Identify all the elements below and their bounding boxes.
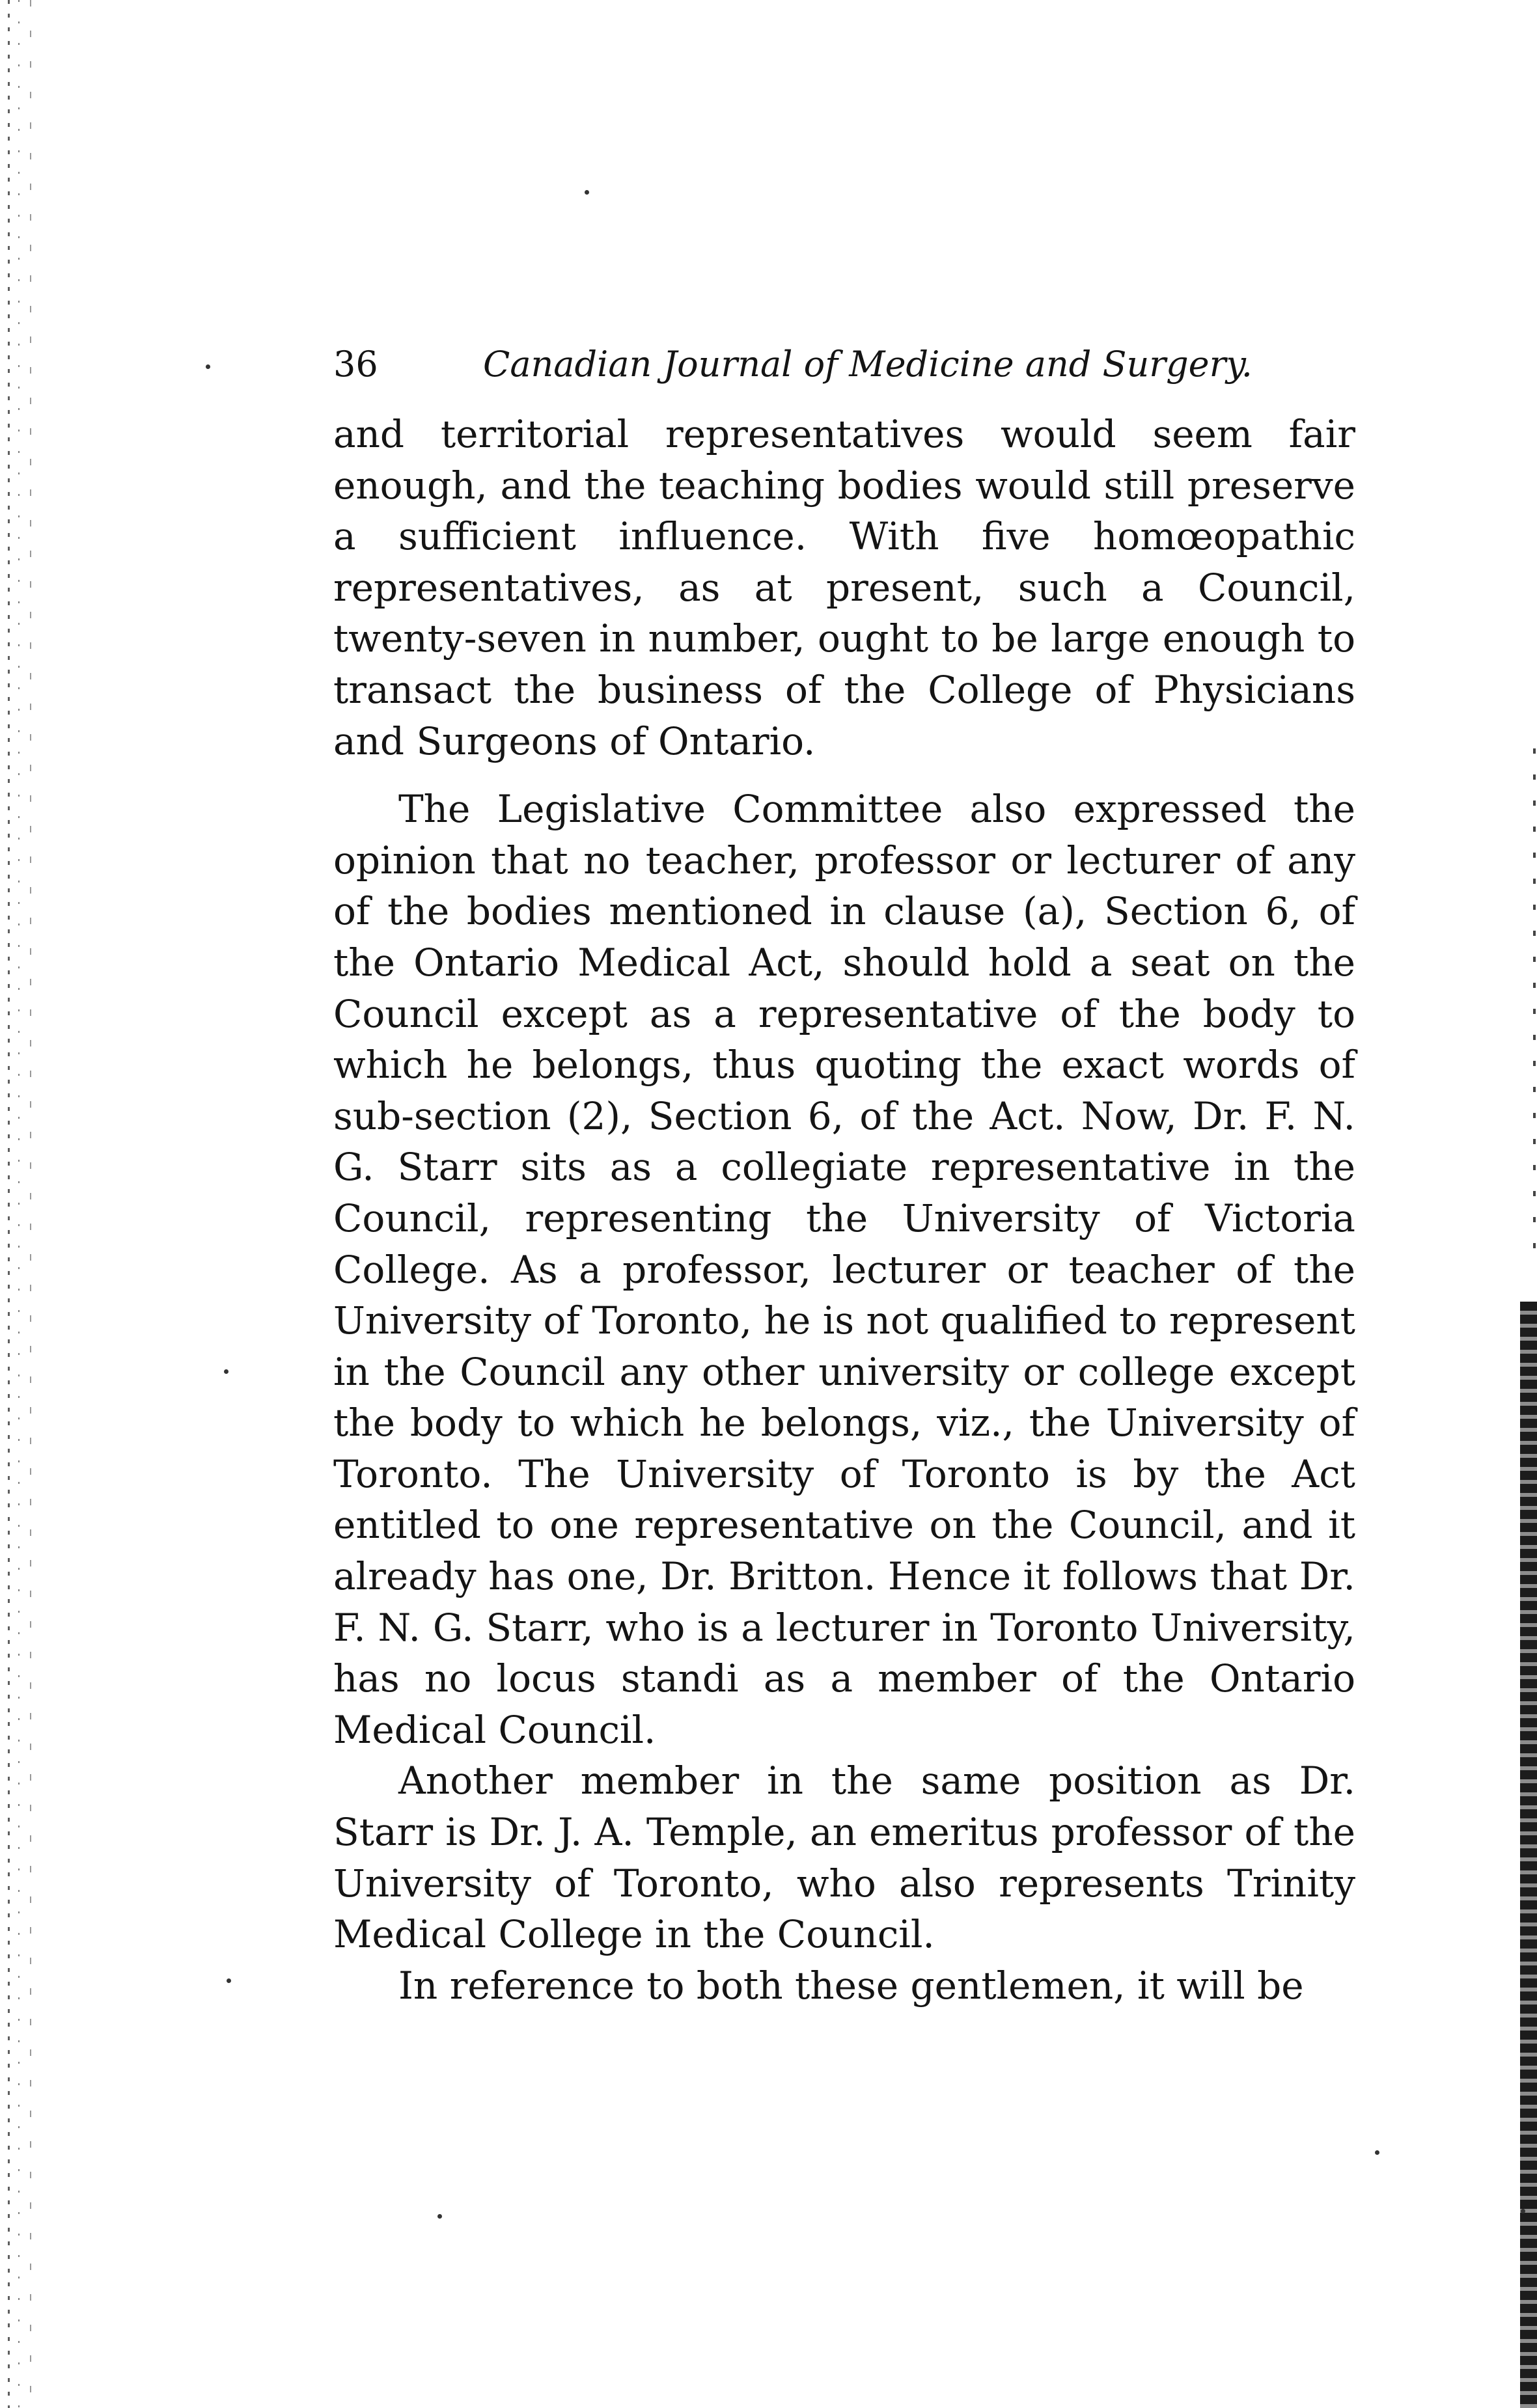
running-head: Canadian Journal of Medicine and Surgery. (483, 344, 1253, 385)
paragraph-1: and territorial representatives would seem fair enough, and the teaching bodies would still preserve a sufficient influence. With five homœopathic representatives, as at present, such a Council, twenty-seven in number, ought to be large enough to transact the business of the College of Physicians and Surgeons of Ontario. (333, 412, 1355, 763)
scan-right-edge-mark (1533, 748, 1536, 1269)
scan-binding-edge (0, 0, 46, 2408)
paragraph-4: In reference to both these gentlemen, it will be (398, 1963, 1304, 2008)
page-number: 36 (333, 344, 378, 385)
speck (206, 364, 210, 369)
paragraph-3: Another member in the same position as Dr. Starr is Dr. J. A. Temple, an emeritus professor of the University of Toronto, who also represents Trinity Medical College in the Council. (333, 1758, 1355, 1957)
page-header (333, 338, 1349, 390)
speck (1375, 2150, 1379, 2155)
speck (585, 190, 589, 195)
speck (437, 2214, 442, 2219)
paragraph-2: The Legislative Committee also expressed the opinion that no teacher, professor or lecturer of any of the bodies mentioned in clause (a), Section 6, of the Ontario Medical Act, should hold a seat on the Council except as a representative of the body to which he belongs, thus quoting the exact words of sub-section (2), Section 6, of the Act. Now, Dr. F. N. G. Starr sits as a collegiate representative in the Council, representing the University of Victoria College. As a professor, lecturer or teacher of the University of Toronto, he is not qualified to represent in the Council any other university or college except the body to which he belongs, viz., the University of Toronto. The University of Toronto is by the Act entitled to one representative on the Council, and it already has one, Dr. Britton. Hence it follows that Dr. F. N. G. Starr, who is a lecturer in Toronto University, has no locus standi as a member of the Ontario Medical Council. (333, 787, 1355, 1752)
speck (1521, 2209, 1525, 2213)
scan-right-edge-shadow (1514, 1302, 1537, 2408)
speck (227, 1978, 231, 1983)
speck (224, 1369, 228, 1374)
body-text (333, 409, 1355, 2011)
